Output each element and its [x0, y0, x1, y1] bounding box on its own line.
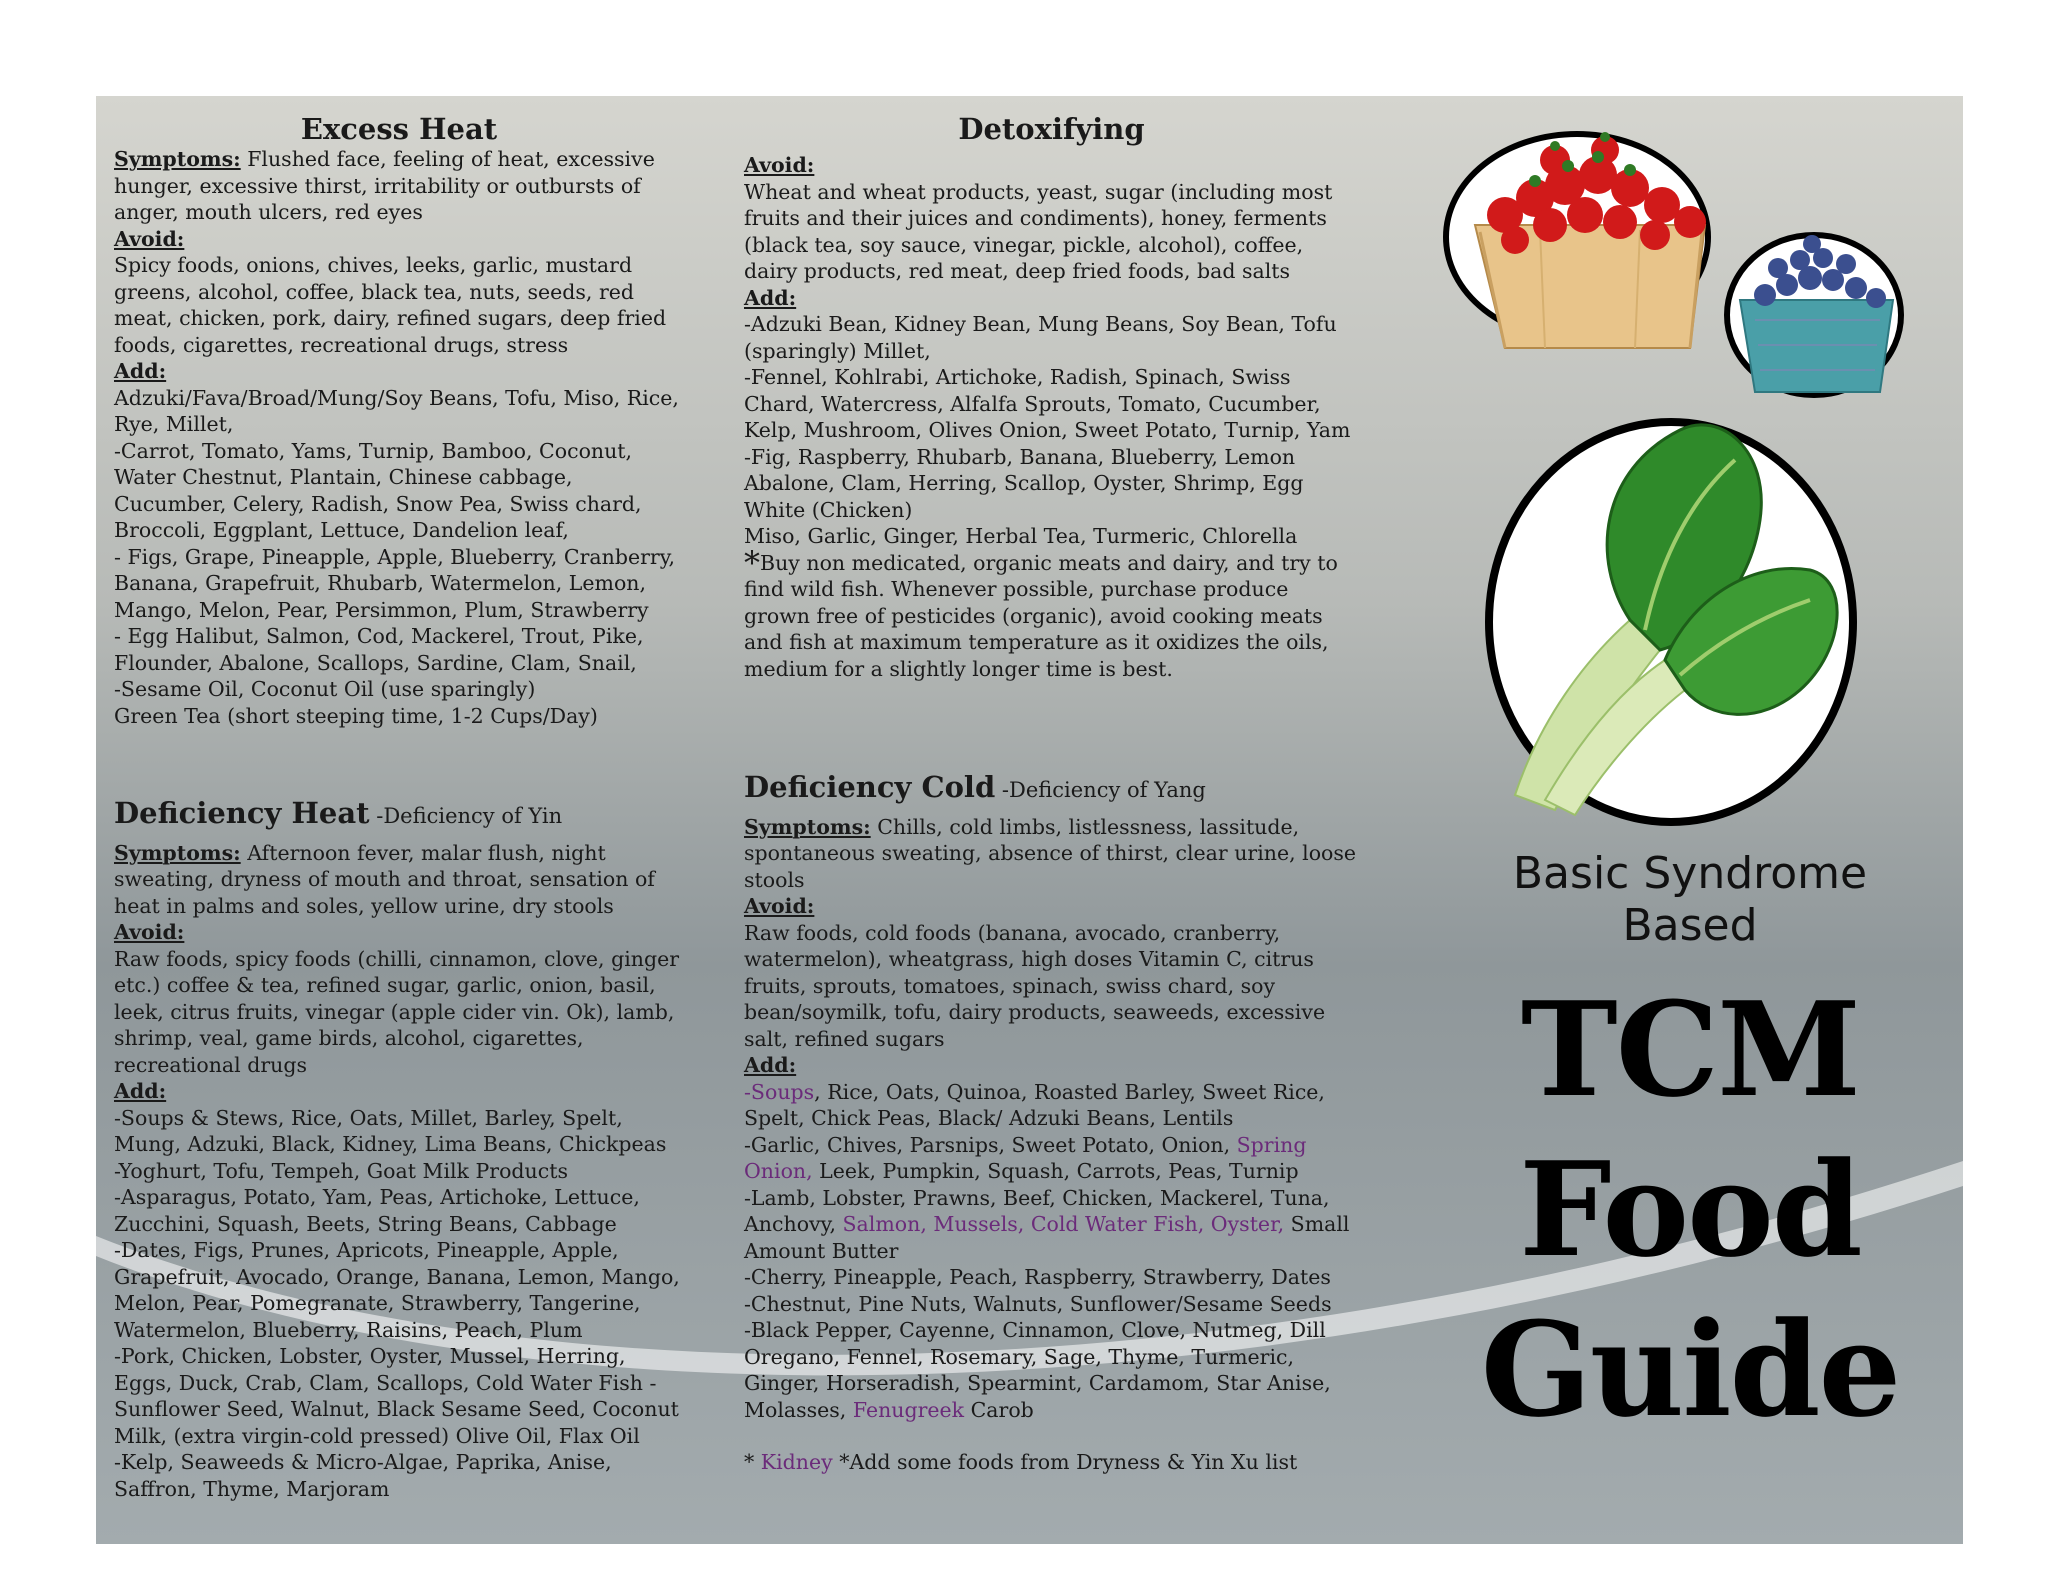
avoid-label: Avoid: [114, 226, 185, 251]
note-text: Buy non medicated, organic meats and dairy, and try to find wild fish. Whenever possible, purchase produce grown free of pesticides (organic), avoid cooking meats and fish at maximum temperature as it oxidizes the oils, medium for a slightly longer time is best. [744, 550, 1338, 681]
add-line: - Egg Halibut, Salmon, Cod, Mackerel, Trout, Pike, Flounder, Abalone, Scallops, Sardine, Clam, Snail, [114, 624, 644, 675]
deficiency-cold-subtitle: -Deficiency of Yang [995, 778, 1206, 802]
add-line-text: Leek, Pumpkin, Squash, Carrots, Peas, Turnip [812, 1159, 1299, 1183]
highlighted-food: Spring Onion, [744, 1132, 1307, 1183]
symptoms-label: Symptoms: [744, 814, 871, 839]
add-line-text: Carob [964, 1397, 1034, 1422]
add-label: Add: [744, 1053, 797, 1077]
add-line-text: , Rice, Oats, Quinoa, Roasted Barley, Sweet Rice, Spelt, Chick Peas, Black/ Adzuki Beans, Lentils [744, 1079, 1325, 1130]
add-line: -Chestnut, Pine Nuts, Walnuts, Sunflower/Sesame Seeds [744, 1291, 1332, 1316]
highlighted-food: -Soups [744, 1079, 815, 1104]
footnote-text: *Add some foods from Dryness & Yin Xu list [832, 1450, 1298, 1474]
add-line-text: -Garlic, Chives, Parsnips, Sweet Potato, Onion, [744, 1132, 1237, 1157]
excess-heat-title: Excess Heat [300, 112, 498, 146]
highlighted-food: Salmon, Mussels, Cold Water Fish, Oyster, [842, 1212, 1285, 1236]
footnote-kidney: Kidney [760, 1450, 833, 1474]
avoid-text: Spicy foods, onions, chives, leeks, garlic, mustard greens, alcohol, coffee, black tea, nuts, seeds, red meat, chicken, pork, dairy, refined sugars, deep fried foods, cigarettes, recreational drugs, stress [114, 253, 667, 357]
cover-title-guide: Guide [1480, 1293, 1900, 1446]
add-label: Add: [114, 359, 167, 383]
add-line: -Fennel, Kohlrabi, Artichoke, Radish, Spinach, Swiss Chard, Watercress, Alfalfa Sprouts, Tomato, Cucumber, Kelp, Mushroom, Olives Onion, Sweet Potato, Turnip, Yam [744, 365, 1351, 442]
avoid-label: Avoid: [744, 153, 815, 177]
avoid-text: Raw foods, cold foods (banana, avocado, cranberry, watermelon), wheatgrass, high doses Vitamin C, citrus fruits, sprouts, tomatoes, spinach, swiss chard, soy bean/soymilk, tofu, dairy products, seaweeds, excessive salt, refined sugars [744, 920, 1326, 1051]
cover-title-food: Food [1519, 1133, 1861, 1286]
avoid-text: Wheat and wheat products, yeast, sugar (including most fruits and their juices and condiments), honey, ferments (black tea, soy sauce, vinegar, pickle, alcohol), coffee, dairy products, red meat, deep fried foods, bad salts [744, 179, 1333, 283]
symptoms-text: Afternoon fever, malar flush, night sweating, dryness of mouth and throat, sensation of heat in palms and soles, yellow urine, dry stools [114, 840, 655, 918]
add-line: -Kelp, Seaweeds & Micro-Algae, Paprika, Anise, Saffron, Thyme, Marjoram [114, 1450, 612, 1501]
cover-subtitle: Basic Syndrome Based [1512, 848, 1868, 951]
detoxifying-title: Detoxifying [958, 112, 1145, 146]
add-label: Add: [114, 1079, 167, 1103]
add-line: -Cherry, Pineapple, Peach, Raspberry, Strawberry, Dates [744, 1265, 1331, 1289]
bok-choy-image [1489, 422, 1853, 822]
strawberry-basket-image [1446, 132, 1708, 348]
symptoms-text: Flushed face, feeling of heat, excessive hunger, excessive thirst, irritability or outbursts of anger, mouth ulcers, red eyes [114, 147, 655, 224]
avoid-text: Raw foods, spicy foods (chilli, cinnamon, clove, ginger etc.) coffee & tea, refined sugar, garlic, onion, basil, leek, citrus fruits, vinegar (apple cider vin. Ok), lamb, shrimp, veal, game birds, alcohol, cigarettes, recreational drugs [114, 946, 680, 1077]
cover-title-tcm: TCM [1520, 973, 1860, 1126]
add-line: - Figs, Grape, Pineapple, Apple, Blueberry, Cranberry, Banana, Grapefruit, Rhubarb, Watermelon, Lemon, Mango, Melon, Pear, Persimmon, Plum, Strawberry [114, 544, 676, 622]
symptoms-text: Chills, cold limbs, listlessness, lassitude, spontaneous sweating, absence of thirst, clear urine, loose stools [744, 814, 1357, 892]
add-line: -Adzuki Bean, Kidney Bean, Mung Beans, Soy Bean, Tofu (sparingly) Millet, [744, 312, 1337, 363]
add-line: -Dates, Figs, Prunes, Apricots, Pineapple, Apple, Grapefruit, Avocado, Orange, Banana, Lemon, Mango, Melon, Pear, Pomegranate, Strawberry, Tangerine, Watermelon, Blueberry, Raisins, Peach, Plum [114, 1238, 680, 1342]
add-line: Miso, Garlic, Ginger, Herbal Tea, Turmeric, Chlorella [744, 524, 1298, 548]
add-line: -Sesame Oil, Coconut Oil (use sparingly) [114, 677, 536, 701]
deficiency-heat-title: Deficiency Heat [114, 796, 370, 830]
avoid-label: Avoid: [744, 894, 815, 918]
add-line: -Carrot, Tomato, Yams, Turnip, Bamboo, Coconut, Water Chestnut, Plantain, Chinese cabbage, Cucumber, Celery, Radish, Snow Pea, Swiss chard, Broccoli, Eggplant, Lettuce, Dandelion leaf, [114, 438, 642, 542]
add-line-text: -Lamb, Lobster, Prawns, Beef, Chicken, Mackerel, Tuna, Anchovy, [744, 1185, 1330, 1236]
highlighted-food: Fenugreek [852, 1397, 965, 1422]
add-line: Green Tea (short steeping time, 1-2 Cups/Day) [114, 703, 598, 728]
add-line: -Soups & Stews, Rice, Oats, Millet, Barley, Spelt, Mung, Adzuki, Black, Kidney, Lima Beans, Chickpeas [114, 1105, 667, 1156]
add-line: -Pork, Chicken, Lobster, Oyster, Mussel, Herring, Eggs, Duck, Crab, Clam, Scallops, Cold Water Fish - Sunflower Seed, Walnut, Black Sesame Seed, Coconut Milk, (extra virgin-cold pressed) Olive Oil, Flax Oil [114, 1344, 679, 1448]
deficiency-cold-title: Deficiency Cold [744, 770, 996, 804]
deficiency-heat-subtitle: -Deficiency of Yin [369, 804, 563, 828]
add-label: Add: [744, 285, 797, 310]
blueberry-basket-image [1727, 235, 1901, 395]
avoid-label: Avoid: [114, 920, 185, 944]
add-line: -Yoghurt, Tofu, Tempeh, Goat Milk Products [114, 1158, 568, 1183]
add-line: -Fig, Raspberry, Rhubarb, Banana, Blueberry, Lemon Abalone, Clam, Herring, Scallop, Oyster, Shrimp, Egg White (Chicken) [744, 444, 1304, 522]
add-line-text: Small Amount Butter [744, 1212, 1350, 1263]
add-line: -Asparagus, Potato, Yam, Peas, Artichoke, Lettuce, Zucchini, Squash, Beets, String Beans, Cabbage [114, 1185, 640, 1236]
footnote-star: * [744, 1450, 761, 1474]
symptoms-label: Symptoms: [114, 147, 241, 171]
add-line: Adzuki/Fava/Broad/Mung/Soy Beans, Tofu, Miso, Rice, Rye, Millet, [114, 385, 679, 436]
add-line-text: -Black Pepper, Cayenne, Cinnamon, Clove, Nutmeg, Dill Oregano, Fennel, Rosemary, Sage, Thyme, Turmeric, Ginger, Horseradish, Spearmint, Cardamom, Star Anise, Molasses, [744, 1318, 1331, 1422]
symptoms-label: Symptoms: [114, 840, 241, 865]
note-star: * [744, 543, 760, 582]
